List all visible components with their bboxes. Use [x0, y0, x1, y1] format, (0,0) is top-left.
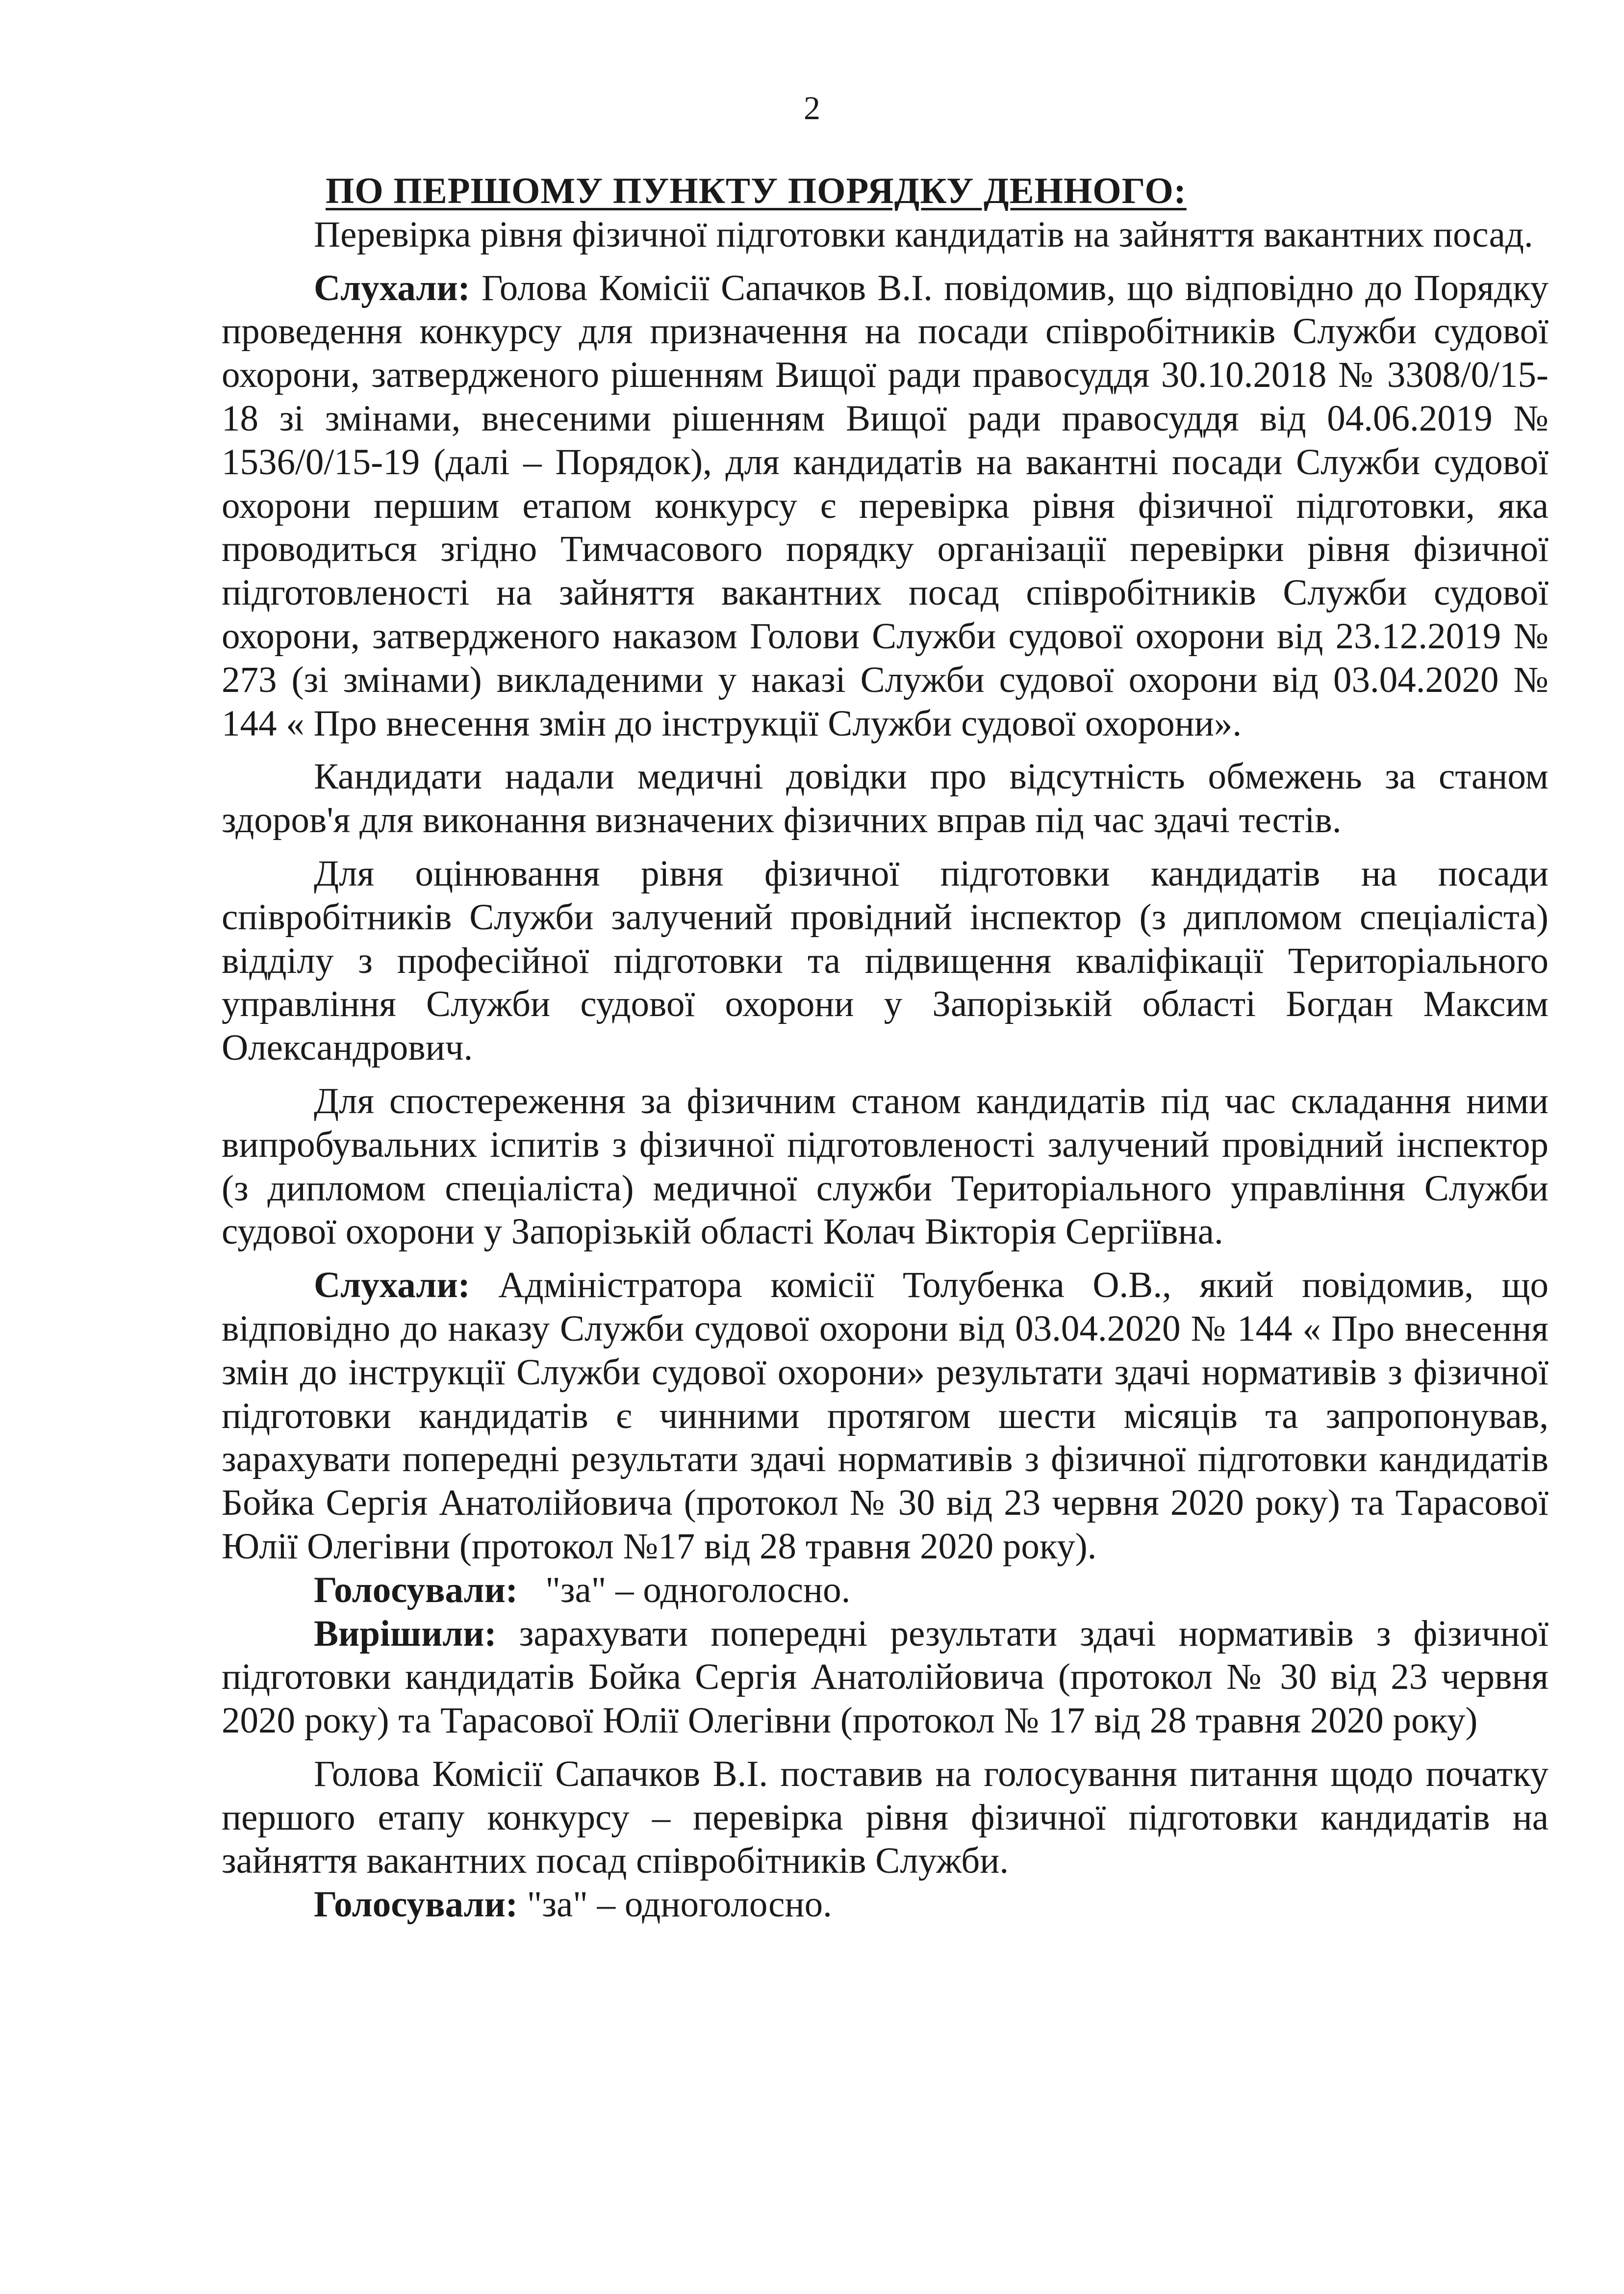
vote-result-2	[222, 1883, 1548, 1927]
decision-paragraph	[222, 1612, 1548, 1743]
heard-paragraph-administrator	[222, 1264, 1548, 1569]
voted-text: "за" – одноголосно.	[517, 1884, 832, 1925]
agenda-item-text: Перевірка рівня фізичної підготовки кандидатів на зайняття вакантних посад.	[314, 214, 1533, 255]
chair-vote-paragraph: Голова Комісії Сапачков В.І. поставив на голосування питання щодо початку першого етапу конкурсу – перевірка рівня фізичної підготовки кандидатів на зайняття вакантних посад співробітників Служби.	[222, 1753, 1548, 1882]
medical-certificates-paragraph: Кандидати надали медичні довідки про відсутність обмежень за станом здоров'я для виконання визначених фізичних вправ під час здачі тестів.	[222, 756, 1548, 841]
heard-text: Адміністратора комісії Толубенка О.В., який повідомив, що відповідно до наказу Служби судової охорони від 03.04.2020 № 144 « Про внесення змін до інструкції Служби судової охорони» результати здачі нормативів з фізичної підготовки кандидатів є чинними протягом шести місяців та запропонував, зарахувати попередні результати здачі нормативів з фізичної підготовки кандидатів Бойка Сергія Анатолійовича (протокол № 30 від 23 червня 2020 року) та Тарасової Юлії Олегівни (протокол №17 від 28 травня 2020 року).	[222, 1265, 1548, 1567]
document-body	[222, 170, 1548, 1927]
heard-label: Слухали:	[314, 1265, 470, 1306]
heard-label: Слухали:	[314, 267, 470, 308]
decided-text: зарахувати попередні результати здачі нормативів з фізичної підготовки кандидатів Бойка Сергія Анатолійовича (протокол № 30 від 23 червня 2020 року) та Тарасової Юлії Олегівни (протокол № 17 від 28 травня 2020 року)	[222, 1613, 1548, 1741]
voted-label: Голосували:	[314, 1884, 518, 1925]
vote-result-1	[222, 1569, 1548, 1612]
heard-paragraph-chair	[222, 267, 1548, 746]
voted-text: "за" – одноголосно.	[517, 1569, 851, 1610]
voted-label: Голосували:	[314, 1569, 518, 1610]
heard-text: Голова Комісії Сапачков В.І. повідомив, що відповідно до Порядку проведення конкурсу для призначення на посади співробітників Служби судової охорони, затвердженого рішенням Вищої ради правосуддя 30.10.2018 № 3308/0/15-18 зі змінами, внесеними рішенням Вищої ради правосуддя від 04.06.2019 № 1536/0/15-19 (далі – Порядок), для кандидатів на вакантні посади Служби судової охорони першим етапом конкурсу є перевірка рівня фізичної підготовки, яка проводиться згідно Тимчасового порядку організації перевірки рівня фізичної підготовленості на зайняття вакантних посад співробітників Служби судової охорони, затвердженого наказом Голови Служби судової охорони від 23.12.2019 № 273 (зі змінами) викладеними у наказі Служби судової охорони від 03.04.2020 № 144 « Про внесення змін до інструкції Служби судової охорони».	[222, 267, 1548, 744]
decided-label: Вирішили:	[314, 1613, 497, 1654]
assessment-inspector-paragraph: Для оцінювання рівня фізичної підготовки кандидатів на посади співробітників Служби залучений провідний інспектор (з дипломом спеціаліста) відділу з професійної підготовки та підвищення кваліфікації Територіального управління Служби судової охорони у Запорізькій області Богдан Максим Олександрович.	[222, 853, 1548, 1069]
page-number: 2	[804, 89, 820, 127]
medical-observation-paragraph: Для спостереження за фізичним станом кандидатів під час складання ними випробувальних іспитів з фізичної підготовленості залучений провідний інспектор (з дипломом спеціаліста) медичної служби Територіального управління Служби судової охорони у Запорізькій області Колач Вікторія Сергіївна.	[222, 1080, 1548, 1252]
agenda-item-heading: ПО ПЕРШОМУ ПУНКТУ ПОРЯДКУ ДЕННОГО:	[326, 171, 1187, 211]
